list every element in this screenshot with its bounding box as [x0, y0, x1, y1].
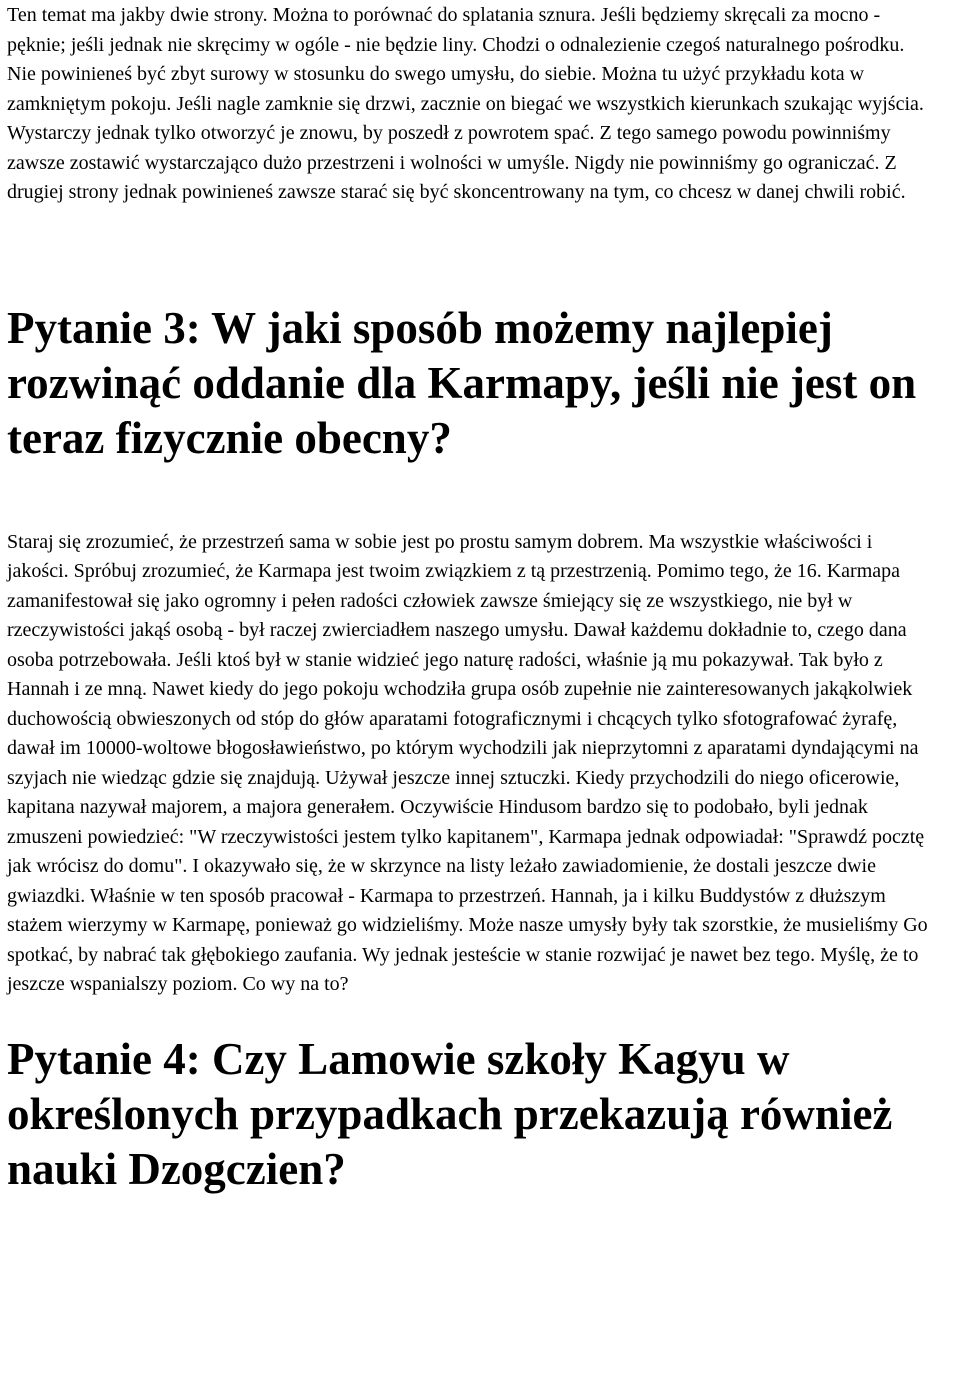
body-paragraph-2: Staraj się zrozumieć, że przestrzeń sama w sobie jest po prostu samym dobrem. Ma wszystkie właściwości i jakości. Spróbuj zrozumieć, że Karmapa jest twoim związkiem z tą przestrzenią. Pomimo tego, że 16. Karmapa zamanifestował się jako ogromny i pełen radości człowiek zawsze śmiejący się ze wszystkiego, nie był w rzeczywistości jakąś osobą - był raczej zwierciadłem naszego umysłu. Dawał każdemu dokładnie to, czego dana osoba potrzebowała. Jeśli ktoś był w stanie widzieć jego naturę radości, właśnie ją mu pokazywał. Tak było z Hannah i ze mną. Nawet kiedy do jego pokoju wchodziła grupa osób zupełnie nie zainteresowanych jakąkolwiek duchowością obwieszonych od stóp do głów aparatami fotograficznymi i chcących tylko sfotografować żyrafę, dawał im 10000-woltowe błogosławieństwo, po którym wychodzili jak nieprzytomni z aparatami dyndającymi na szyjach nie wiedząc gdzie się znajdują. Używał jeszcze innej sztuczki. Kiedy przychodzili do niego oficerowie, kapitana nazywał majorem, a majora generałem. Oczywiście Hindusom bardzo się to podobało, byli jednak zmuszeni powiedzieć: "W rzeczywistości jestem tylko kapitanem", Karmapa jednak odpowiadał: "Sprawdź pocztę jak wrócisz do domu". I okazywało się, że w skrzynce na listy leżało zawiadomienie, że dostali jeszcze dwie gwiazdki. Właśnie w ten sposób pracował - Karmapa to przestrzeń. Hannah, ja i kilku Buddystów z dłuższym stażem wierzymy w Karmapę, ponieważ go widzieliśmy. Może nasze umysły były tak szorstkie, że musieliśmy Go spotkać, by nabrać tak głębokiego zaufania. Wy jednak jesteście w stanie rozwijać je nawet bez tego. Myślę, że to jeszcze wspanialszy poziom. Co wy na to?: [7, 530, 928, 995]
body-paragraph-1: Ten temat ma jakby dwie strony. Można to porównać do splatania sznura. Jeśli będziemy skręcali za mocno - pęknie; jeśli jednak nie skręcimy w ogóle - nie będzie liny. Chodzi o odnalezienie czegoś naturalnego pośrodku. Nie powinieneś być zbyt surowy w stosunku do swego umysłu, do siebie. Można tu użyć przykładu kota w zamkniętym pokoju. Jeśli nagle zamknie się drzwi, zacznie on biegać we wszystkich kierunkach szukając wyjścia. Wystarczy jednak tylko otworzyć je znowu, by poszedł z powrotem spać. Z tego samego powodu powinniśmy zawsze zostawić wystarczająco dużo przestrzeni i wolności w umyśle. Nigdy nie powinniśmy go ograniczać. Z drugiej strony jednak powinieneś zawsze starać się być skoncentrowany na tym, co chcesz w danej chwili robić.: [7, 4, 924, 203]
question-4-heading: Pytanie 4: Czy Lamowie szkoły Kagyu w określonych przypadkach przekazują również nauki Dzogczien?: [7, 1033, 893, 1194]
question-3-heading: Pytanie 3: W jaki sposób możemy najlepiej rozwinąć oddanie dla Karmapy, jeśli nie jest on teraz fizycznie obecny?: [7, 302, 917, 463]
